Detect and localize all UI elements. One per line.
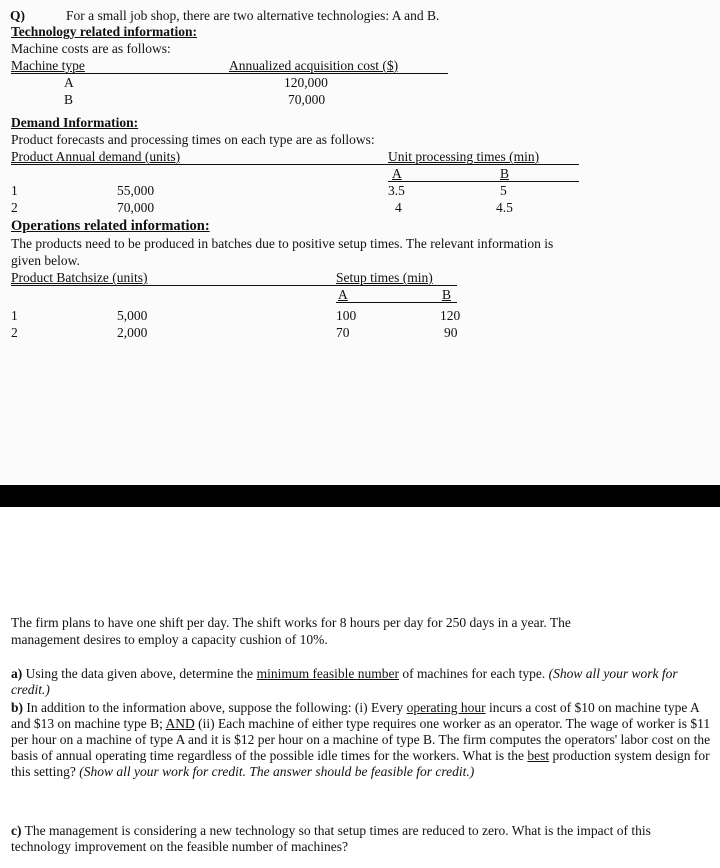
question-b [11, 700, 711, 780]
demand-time-b-1: 5 [500, 183, 507, 198]
operations-text-line1: The products need to be produced in batches due to positive setup times. The relevant information is [11, 236, 554, 251]
question-b-underlined3: best [527, 748, 550, 763]
batch-size-2: 2,000 [117, 325, 148, 340]
machine-cost-b: 70,000 [288, 92, 326, 107]
batch-product-1: 1 [11, 308, 18, 323]
operations-heading: Operations related information: [11, 218, 210, 234]
question-label: Q) [10, 8, 25, 23]
batch-product-2: 2 [11, 325, 18, 340]
batch-size-1: 5,000 [117, 308, 148, 323]
demand-units-2: 70,000 [117, 200, 155, 215]
col-setup-times: Setup times (min) [336, 270, 433, 285]
question-b-underlined2: AND [165, 716, 195, 731]
question-b-text4: production system design for this setting? [11, 748, 710, 779]
setup-time-a-1: 100 [336, 308, 357, 323]
question-b-text3: (ii) Each machine of either type requires one worker as an operator. The wage of worker is $11 per hour on a machine of type A and it is $12 per hour on a machine of type B. The firm computes the operators' labor cost on the basis of annual operating time regardless of the possible idle times for the workers. What is the [11, 716, 711, 763]
setup-time-b-1: 120 [440, 308, 461, 323]
demand-text: Product forecasts and processing times on each type are as follows: [11, 132, 375, 147]
question-b-underlined1: operating hour [406, 700, 486, 715]
question-a [11, 666, 711, 698]
question-a-text1: Using the data given above, determine the [25, 666, 254, 681]
question-a-show-work: (Show all your work for credit.) [11, 666, 678, 697]
question-b-label: b) [11, 700, 24, 715]
image-divider-bar [0, 485, 720, 507]
shift-text-line2: management desires to employ a capacity cushion of 10%. [11, 632, 328, 647]
setup-sub-a: A [338, 287, 348, 302]
demand-product-2: 2 [11, 200, 18, 215]
question-a-underlined: minimum feasible number [256, 666, 400, 681]
setup-time-a-2: 70 [336, 325, 350, 340]
machine-cost-a: 120,000 [284, 75, 328, 90]
machine-costs-text: Machine costs are as follows: [11, 41, 171, 56]
question-intro: For a small job shop, there are two alternative technologies: A and B. [66, 8, 440, 23]
blank-gap [0, 507, 720, 602]
setup-time-b-2: 90 [444, 325, 458, 340]
demand-sub-b: B [500, 166, 510, 181]
technology-header-rule [11, 73, 448, 74]
question-b-text1: In addition to the information above, suppose the following: (i) Every [26, 700, 404, 715]
machine-type-b: B [64, 92, 74, 107]
demand-time-a-2: 4 [395, 200, 402, 215]
question-b-show-work: (Show all your work for credit. The answer should be feasible for credit.) [79, 764, 475, 779]
question-b-text2: incurs a cost of $10 on machine type A and $13 on machine type B; [11, 700, 700, 731]
operations-text-line2: given below. [11, 253, 80, 268]
demand-time-a-1: 3.5 [388, 183, 405, 198]
demand-time-b-2: 4.5 [496, 200, 513, 215]
demand-units-1: 55,000 [117, 183, 155, 198]
question-c [11, 823, 711, 855]
operations-subheader-rule [336, 302, 457, 303]
question-a-label: a) [11, 666, 23, 681]
demand-subheader-rule [388, 181, 579, 182]
question-c-text: The management is considering a new technology so that setup times are reduced to zero. What is the impact of this technology improvement on the feasible number of machines? [11, 823, 651, 854]
col-product-demand: Product Annual demand (units) [11, 149, 181, 164]
demand-heading: Demand Information: [11, 115, 139, 130]
technology-heading: Technology related information: [11, 24, 197, 39]
col-machine-type: Machine type [11, 58, 85, 73]
demand-product-1: 1 [11, 183, 18, 198]
col-unit-times: Unit processing times (min) [388, 149, 540, 164]
machine-type-a: A [64, 75, 74, 90]
question-c-label: c) [11, 823, 22, 838]
demand-header-rule [11, 164, 579, 165]
shift-text-line1: The firm plans to have one shift per day. The shift works for 8 hours per day for 250 days in a year. The [11, 615, 571, 630]
col-product-batch: Product Batchsize (units) [11, 270, 148, 285]
setup-sub-b: B [442, 287, 452, 302]
operations-header-rule [11, 285, 457, 286]
col-acquisition-cost: Annualized acquisition cost ($) [229, 58, 399, 73]
question-a-text2: of machines for each type. [402, 666, 546, 681]
demand-sub-a: A [392, 166, 402, 181]
